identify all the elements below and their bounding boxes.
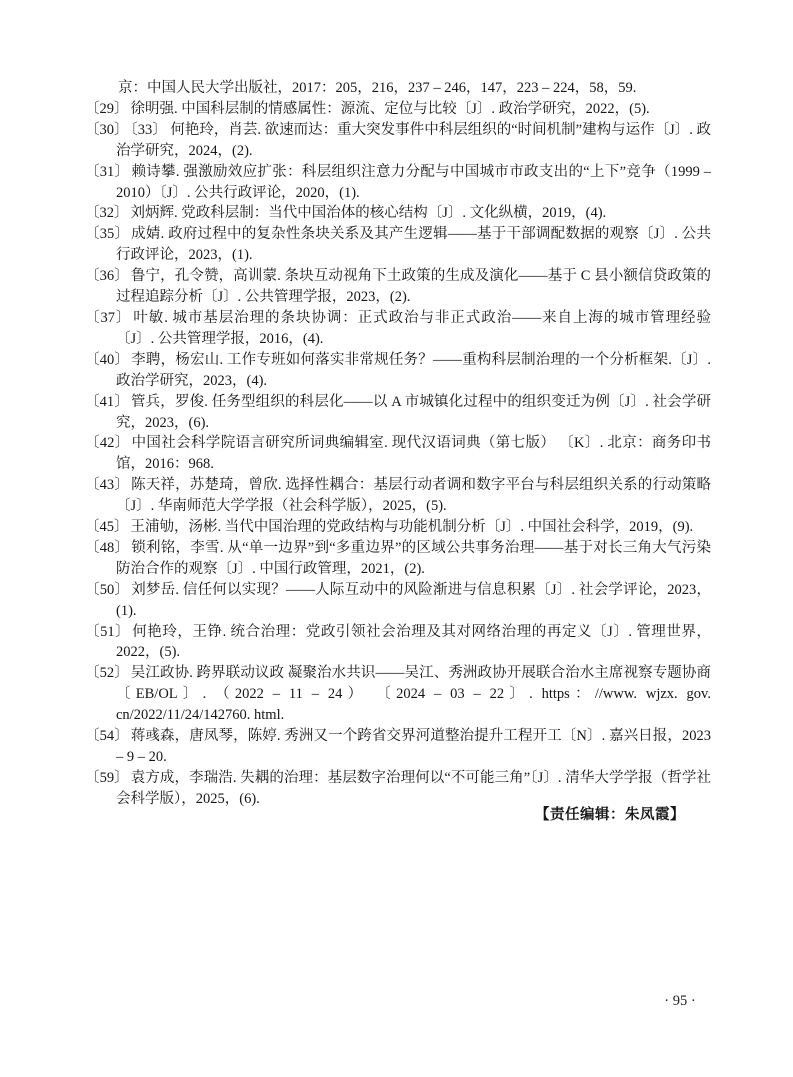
reference-text: 陈天祥，苏楚琦，曾欣. 选择性耦合：基层行动者调和数字平台与科层组织关系的行动策略〔J〕. 华南师范大学学报（社会科学版），2025，(5).: [116, 477, 712, 515]
reference-item: [85, 663, 711, 726]
reference-item: [85, 538, 711, 580]
reference-item: [85, 162, 711, 204]
reference-item: [85, 78, 711, 99]
reference-number: 〔30〕: [85, 121, 129, 138]
reference-number: 〔54〕: [85, 728, 129, 745]
editor-credit: 【责任编辑：朱凤霞】: [535, 807, 685, 823]
reference-number: 〔42〕: [85, 435, 130, 452]
reference-item: [85, 120, 711, 162]
reference-text: 蒋彧森，唐凤琴，陈婷. 秀洲又一个跨省交界河道整治提升工程开工〔N〕. 嘉兴日报，2023 – 9 – 20.: [116, 728, 712, 765]
reference-item: [85, 350, 711, 392]
reference-text: 锁利铭，李雪. 从“单一边界”到“多重边界”的区域公共事务治理——基于对长三角大气污染防治合作的观察〔J〕. 中国行政管理，2021，(2).: [116, 539, 712, 577]
reference-item: [85, 517, 711, 538]
reference-text: 成婧. 政府过程中的复杂性条块关系及其产生逻辑——基于干部调配数据的观察〔J〕. 公共行政评论，2023，(1).: [116, 226, 712, 264]
reference-number: 〔52〕: [85, 665, 129, 682]
reference-text: 李聘，杨宏山. 工作专班如何落实非常规任务？——重构科层制治理的一个分析框架.〔J〕. 政治学研究，2023，(4).: [116, 351, 712, 389]
reference-item: [85, 392, 711, 434]
reference-text: 何艳玲，王铮. 统合治理：党政引领社会治理及其对网络治理的再定义〔J〕. 管理世界，2022，(5).: [116, 623, 712, 661]
reference-number: 〔59〕: [85, 769, 129, 786]
reference-text: 鲁宁，孔令赞，高训蒙. 条块互动视角下土政策的生成及演化——基于 C 县小额信贷政策的过程追踪分析〔J〕. 公共管理学报，2023，(2).: [116, 268, 712, 306]
page-number: · 95 ·: [664, 993, 696, 1009]
reference-number: 〔31〕: [85, 163, 130, 180]
reference-number: 〔29〕: [85, 100, 129, 117]
reference-text: 王浦劬，汤彬. 当代中国治理的党政结构与功能机制分析〔J〕. 中国社会科学，2019，(9).: [130, 519, 694, 536]
reference-number: 〔32〕: [85, 205, 129, 222]
reference-number: 〔37〕: [85, 309, 132, 326]
reference-text: 叶敏. 城市基层治理的条块协调：正式政治与非正式政治——来自上海的城市管理经验〔J〕. 公共管理学报，2016，(4).: [116, 309, 711, 347]
reference-text: 京：中国人民大学出版社，2017：205，216，237 – 246，147，223 – 224，58，59.: [118, 80, 637, 96]
reference-text: 〔33〕 何艳玲，肖芸. 欲速而达：重大突发事件中科层组织的“时间机制”建构与运作〔J〕. 政治学研究，2024，(2).: [116, 121, 712, 159]
reference-number: 〔50〕: [85, 581, 130, 598]
reference-item: [85, 203, 711, 224]
reference-number: 〔40〕: [85, 351, 130, 368]
reference-text: 袁方成，李瑞浩. 失耦的治理：基层数字治理何以“不可能三角”〔J〕. 清华大学学报（哲学社会科学版），2025，(6).: [116, 769, 711, 807]
reference-number: 〔35〕: [85, 226, 130, 243]
reference-text: 刘炳辉. 党政科层制：当代中国治体的核心结构〔J〕. 文化纵横，2019，(4).: [130, 205, 607, 222]
reference-number: 〔41〕: [85, 393, 129, 410]
reference-list: [85, 78, 711, 810]
reference-number: 〔45〕: [85, 519, 129, 536]
reference-item: [85, 99, 711, 120]
reference-number: 〔43〕: [85, 477, 130, 494]
reference-number: 〔48〕: [85, 539, 130, 556]
reference-number: 〔36〕: [85, 268, 129, 285]
reference-item: [85, 433, 711, 475]
reference-text: 吴江政协. 跨界联动议政 凝聚治水共识——吴江、秀洲政协开展联合治水主席视察专题协商〔EB/OL〕. （2022 – 11 – 24） 〔2024 – 03 – 22〕. https：//www. wjzx. gov. cn/2022/11/24/142760. html.: [116, 665, 711, 724]
reference-text: 刘梦岳. 信任何以实现？——人际互动中的风险渐进与信息积累〔J〕. 社会学评论，2023，(1).: [116, 581, 712, 619]
reference-text: 管兵，罗俊. 任务型组织的科层化——以 A 市城镇化过程中的组织变迁为例〔J〕. 社会学研究，2023，(6).: [116, 393, 711, 431]
reference-item: [85, 622, 711, 664]
reference-item: [85, 308, 711, 350]
reference-item: [85, 580, 711, 622]
reference-item: [85, 726, 711, 768]
reference-text: 徐明强. 中国科层制的情感属性：源流、定位与比较〔J〕. 政治学研究，2022，(5).: [130, 100, 650, 117]
reference-item: [85, 266, 711, 308]
reference-item: [85, 224, 711, 266]
reference-item: [85, 475, 711, 517]
reference-text: 赖诗攀. 强激励效应扩张：科层组织注意力分配与中国城市市政支出的“上下”竞争（1999 – 2010）〔J〕. 公共行政评论，2020，(1).: [116, 163, 712, 201]
reference-number: 〔51〕: [85, 623, 131, 640]
reference-text: 中国社会科学院语言研究所词典编辑室. 现代汉语词典（第七版） 〔K〕. 北京：商务印书馆，2016：968.: [116, 435, 712, 473]
